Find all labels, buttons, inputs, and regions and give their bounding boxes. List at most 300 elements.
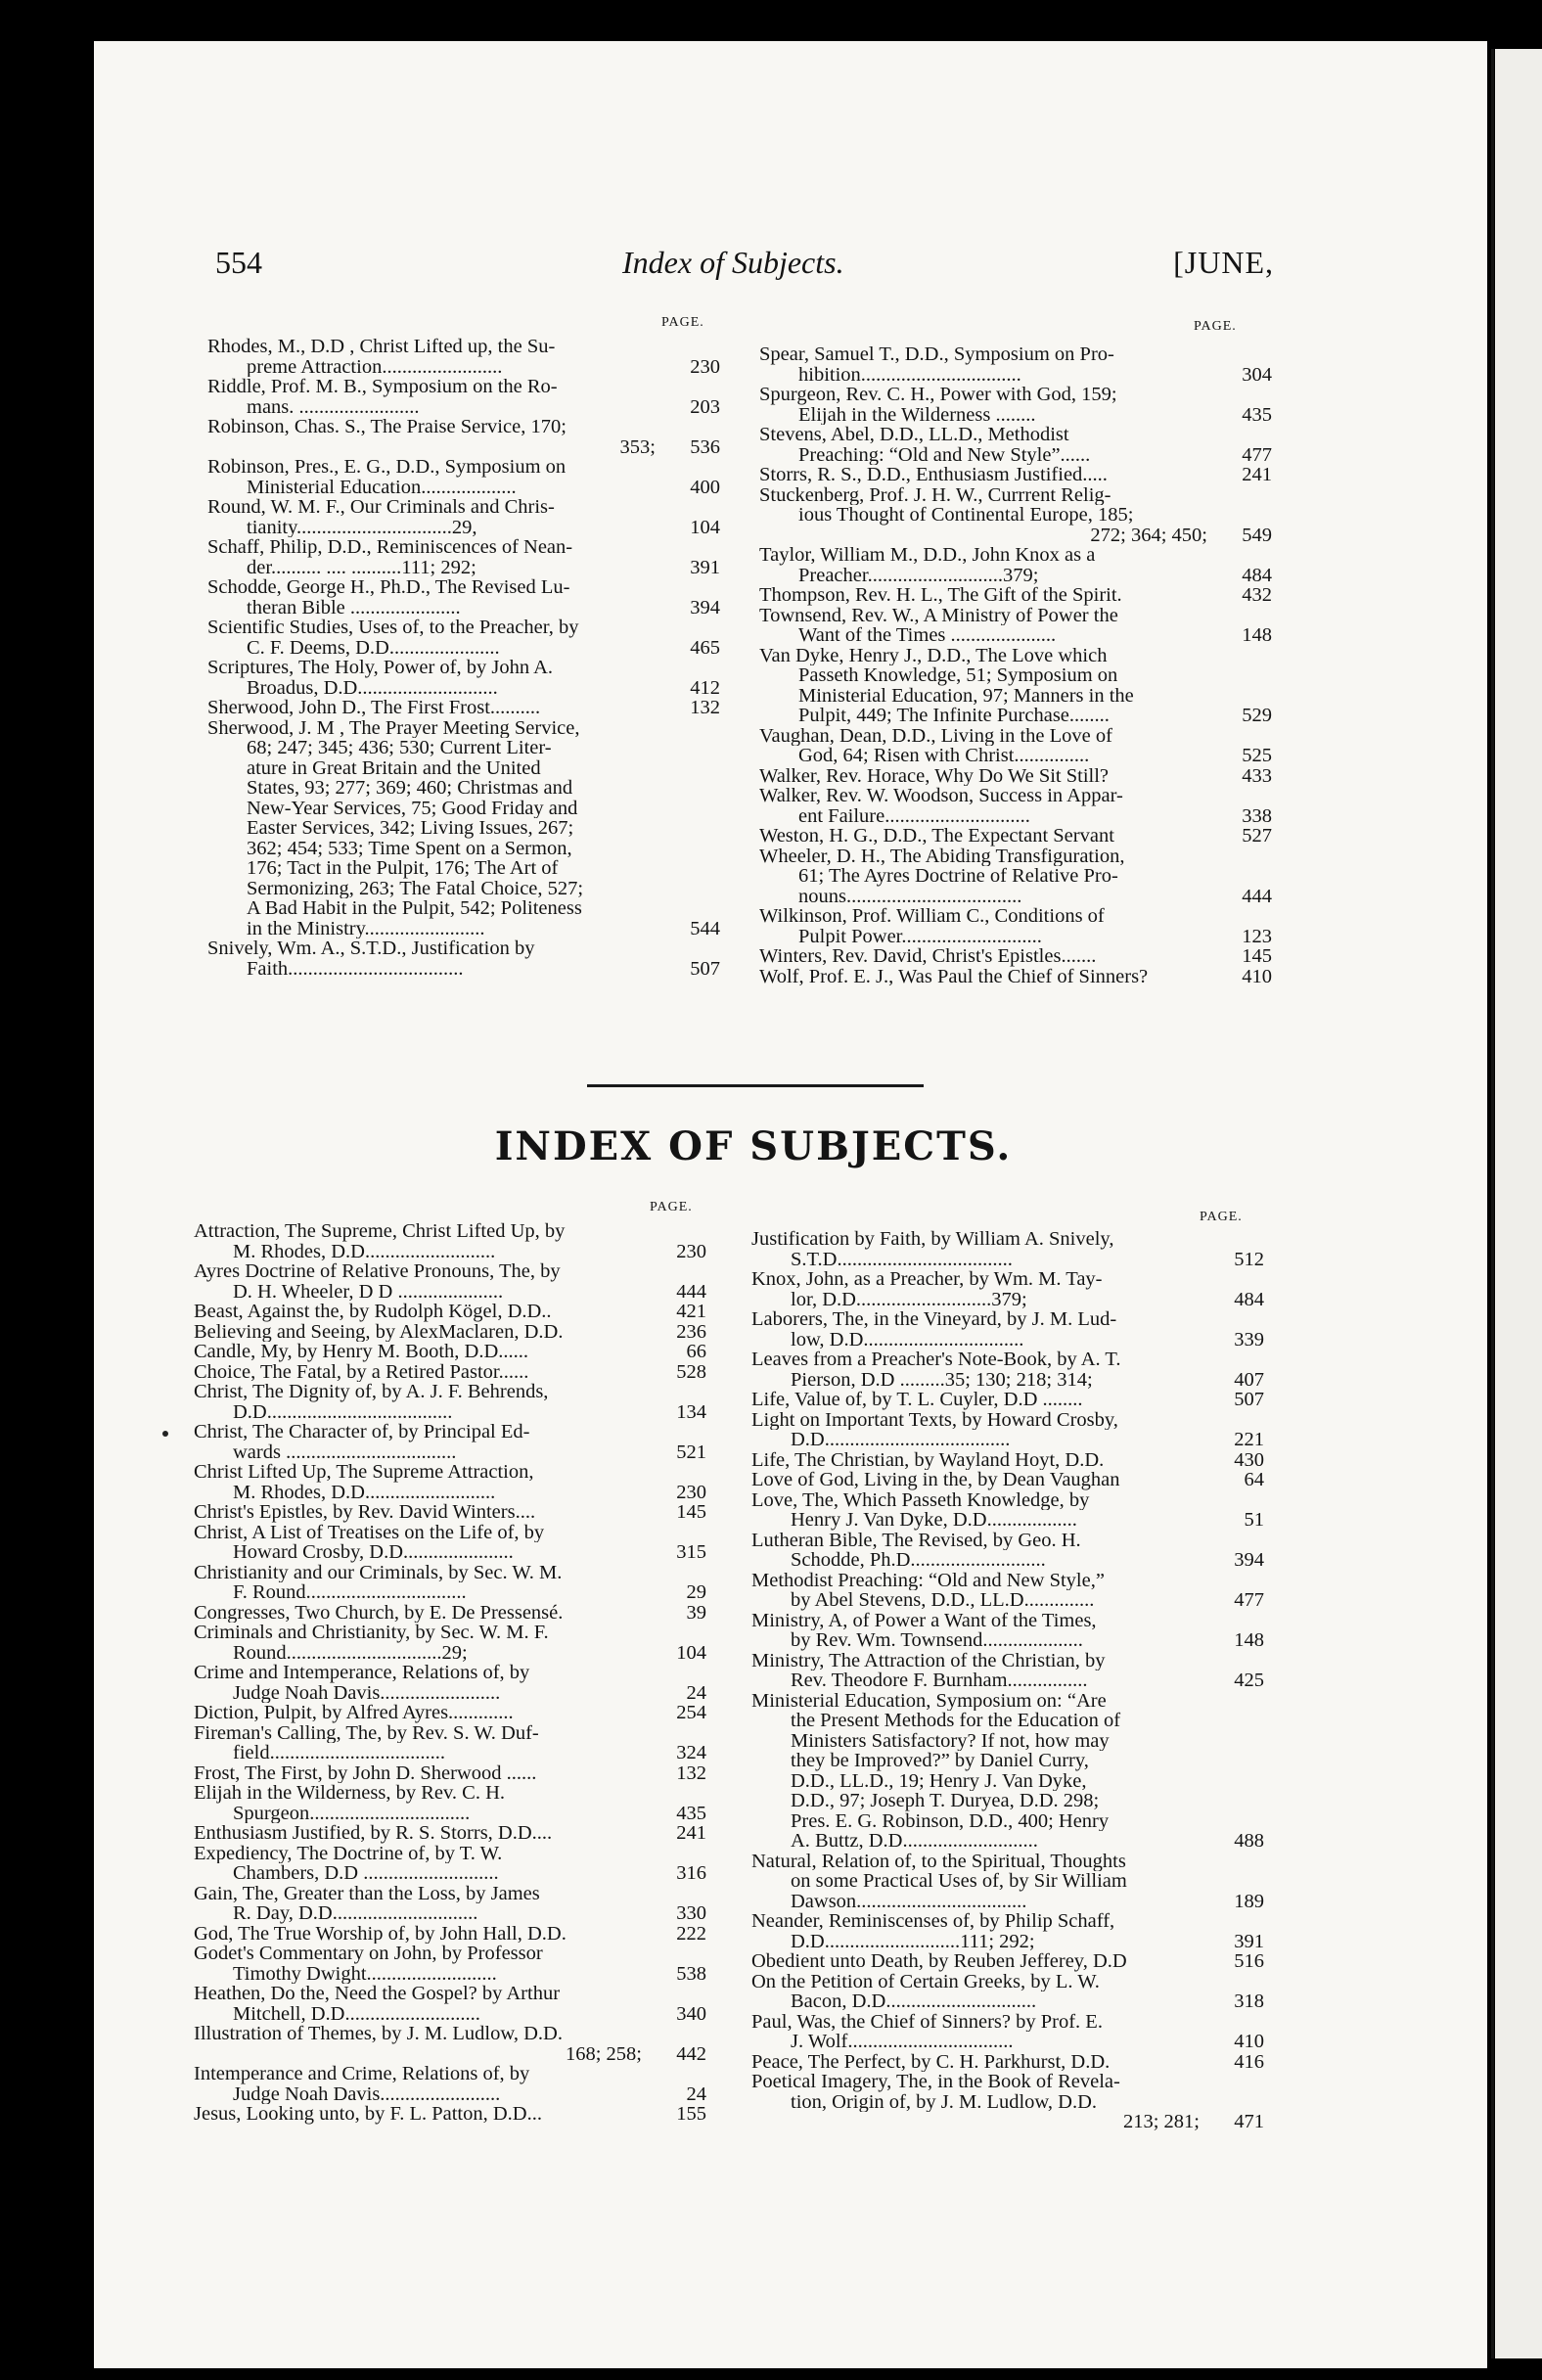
index-entry (194, 1462, 706, 1502)
entry-page-refs: 168; 258; (565, 2042, 642, 2065)
entry-text-line: Ministerial Education, 97; Manners in the (798, 685, 1134, 706)
entry-text-line: Ministry, A, of Power a Want of the Times, (751, 1610, 1097, 1630)
index-entry (194, 1844, 706, 1884)
entry-page-number: 484 (1234, 1288, 1264, 1310)
entry-text-line: R. Day, D.D............................. (233, 1903, 478, 1924)
entry-text-line: Godet's Commentary on John, by Professor (194, 1944, 543, 1964)
entry-page-number: 230 (676, 1240, 706, 1262)
index-entry (194, 1261, 706, 1302)
index-entry (759, 425, 1272, 465)
entry-text-line: ent Failure............................. (798, 805, 1030, 826)
entry-page-number: 471 (1234, 2111, 1264, 2132)
entry-text-line: ature in Great Britain and the United (247, 757, 541, 778)
entry-text-line: Wolf, Prof. E. J., Was Paul the Chief of Sinners? (759, 966, 1149, 986)
entry-text-line: Neander, Reminiscenses of, by Philip Schaff, (751, 1911, 1115, 1932)
entry-page-number: 412 (690, 676, 720, 699)
index-entry (194, 1322, 706, 1343)
entry-page-number: 410 (1234, 2031, 1264, 2052)
index-entry (751, 2012, 1264, 2052)
entry-text-line: Ministerial Education, Symposium on: “Are (751, 1690, 1107, 1711)
entry-page-number: 64 (1244, 1469, 1264, 1490)
entry-page-number: 391 (690, 556, 720, 578)
entry-text-line: Taylor, William M., D.D., John Knox as a (759, 545, 1096, 566)
entry-text-line: States, 93; 277; 369; 460; Christmas and (247, 778, 573, 799)
entry-text-line: preme Attraction........................ (247, 356, 503, 377)
entry-page-number: 477 (1234, 1589, 1264, 1611)
entry-text-line: low, D.D................................ (791, 1329, 1024, 1350)
entry-text-line: Want of the Times ..................... (798, 625, 1057, 646)
entry-text-line: Rev. Theodore F. Burnham................ (791, 1671, 1088, 1691)
entry-text-line: Elijah in the Wilderness ........ (798, 404, 1036, 425)
entry-text-line: Vaughan, Dean, D.D., Living in the Love of (759, 725, 1112, 746)
entry-text-line: Riddle, Prof. M. B., Symposium on the Ro- (207, 377, 558, 397)
entry-text-line: A. Buttz, D.D........................... (791, 1831, 1038, 1852)
entry-text-line: Timothy Dwight.......................... (233, 1963, 497, 1984)
entry-text-line: On the Petition of Certain Greeks, by L. W. (751, 1971, 1100, 1991)
entry-page-number: 442 (676, 2042, 706, 2065)
entry-page-number: 230 (690, 355, 720, 378)
index-entry (759, 906, 1272, 946)
index-entry (194, 1783, 706, 1823)
entry-page-number: 123 (1242, 925, 1272, 947)
entry-text-line: Fireman's Calling, The, by Rev. S. W. Duf- (194, 1722, 539, 1743)
entry-text-line: Ayres Doctrine of Relative Pronouns, The, by (194, 1261, 561, 1282)
entry-text-line: A Bad Habit in the Pulpit, 542; Politeness (247, 898, 582, 919)
entry-text-line: Expediency, The Doctrine of, by T. W. (194, 1843, 503, 1863)
page-column-label: PAGE. (1194, 319, 1237, 334)
entry-text-line: Candle, My, by Henry M. Booth, D.D...... (194, 1342, 529, 1362)
index-entry (751, 1309, 1264, 1350)
entry-text-line: M. Rhodes, D.D.......................... (233, 1241, 496, 1261)
entry-text-line: D. H. Wheeler, D D ..................... (233, 1281, 504, 1302)
entry-text-line: Mitchell, D.D........................... (233, 2003, 480, 2024)
entry-page-number: 236 (676, 1320, 706, 1343)
entry-text-line: God, The True Worship of, by John Hall, D.D. (194, 1923, 567, 1944)
entry-text-line: Wilkinson, Prof. William C., Conditions of (759, 906, 1105, 927)
entry-page-number: 430 (1234, 1448, 1264, 1471)
index-entry (751, 1531, 1264, 1571)
entry-text-line: 68; 247; 345; 436; 530; Current Liter- (247, 738, 552, 758)
entry-text-line: wards .................................. (233, 1442, 457, 1462)
entry-text-line: Pulpit Power............................ (798, 926, 1042, 946)
entry-text-line: Schodde, Ph.D........................... (791, 1550, 1046, 1571)
index-entry (194, 1924, 706, 1945)
index-entry (194, 1422, 706, 1462)
index-entry (194, 1302, 706, 1322)
index-entry (194, 1382, 706, 1422)
entry-text-line: Congresses, Two Church, by E. De Pressensé. (194, 1602, 564, 1623)
entry-page-number: 24 (686, 1681, 706, 1704)
section-title: INDEX OF SUBJECTS. (494, 1123, 1013, 1169)
entry-page-number: 400 (690, 476, 720, 498)
entry-text-line: Enthusiasm Justified, by R. S. Storrs, D.D.... (194, 1823, 553, 1844)
entry-text-line: Wheeler, D. H., The Abiding Transfiguration, (759, 846, 1125, 866)
entry-text-line: the Present Methods for the Education of (791, 1711, 1121, 1731)
index-entry (207, 497, 720, 537)
index-entry (759, 946, 1272, 967)
index-entry (194, 1723, 706, 1763)
entry-text-line: Poetical Imagery, The, in the Book of Revela- (751, 2072, 1120, 2092)
entry-text-line: New-Year Services, 75; Good Friday and (247, 798, 578, 818)
entry-text-line: Easter Services, 342; Living Issues, 267; (247, 818, 574, 839)
entry-text-line: Illustration of Themes, by J. M. Ludlow, D.D. (194, 2024, 563, 2044)
entry-page-number: 484 (1242, 564, 1272, 586)
index-entry (194, 1944, 706, 1984)
entry-text-line: Criminals and Christianity, by Sec. W. M. F. (194, 1623, 549, 1643)
entry-page-number: 316 (676, 1862, 706, 1884)
running-title: Index of Subjects. (622, 245, 844, 280)
entry-text-line: Love, The, Which Passeth Knowledge, by (751, 1489, 1090, 1510)
entry-page-number: 189 (1234, 1890, 1264, 1912)
index-entry (207, 658, 720, 698)
entry-text-line: lor, D.D...........................379; (791, 1289, 1027, 1309)
index-entry (759, 726, 1272, 766)
entry-text-line: Beast, Against the, by Rudolph Kögel, D.D.. (194, 1302, 552, 1322)
index-entry (194, 1823, 706, 1844)
entry-text-line: Sermonizing, 263; The Fatal Choice, 527; (247, 878, 584, 898)
entry-text-line: Preaching: “Old and New Style”...... (798, 444, 1091, 465)
entry-text-line: Intemperance and Crime, Relations of, by (194, 2064, 530, 2084)
index-entry (194, 1362, 706, 1383)
entry-page-number: 148 (1242, 624, 1272, 646)
index-entry (751, 1350, 1264, 1390)
entry-text-line: they be Improved?” by Daniel Curry, (791, 1751, 1089, 1771)
entry-text-line: Preacher...........................379; (798, 565, 1039, 585)
entry-text-line: tianity...............................29, (247, 517, 477, 537)
entry-page-number: 394 (690, 596, 720, 618)
index-entry (751, 1269, 1264, 1309)
entry-text-line: Attraction, The Supreme, Christ Lifted Up, by (194, 1221, 566, 1242)
entry-text-line: Stevens, Abel, D.D., LL.D., Methodist (759, 425, 1069, 445)
index-entry (194, 1623, 706, 1663)
index-entry (759, 545, 1272, 585)
entry-text-line: ious Thought of Continental Europe, 185; (798, 505, 1134, 526)
entry-text-line: Pierson, D.D .........35; 130; 218; 314; (791, 1369, 1093, 1390)
entry-text-line: S.T.D................................... (791, 1249, 1013, 1269)
index-entry (759, 847, 1272, 907)
entry-page-number: 145 (1242, 945, 1272, 967)
index-entry (751, 1972, 1264, 2012)
index-entry (751, 1691, 1264, 1852)
index-entry (751, 1390, 1264, 1410)
entry-text-line: in the Ministry........................ (247, 918, 485, 938)
entry-text-line: D.D...........................111; 292; (791, 1931, 1035, 1951)
entry-text-line: 176; Tact in the Pulpit, 176; The Art of (247, 858, 559, 879)
index-entry (759, 786, 1272, 826)
index-entry (759, 485, 1272, 546)
entry-text-line: Weston, H. G., D.D., The Expectant Servant (759, 826, 1114, 847)
entry-page-number: 51 (1244, 1509, 1264, 1531)
index-entry (759, 606, 1272, 646)
index-entry (751, 1450, 1264, 1471)
entry-text-line: Scientific Studies, Uses of, to the Preacher, by (207, 618, 579, 638)
entry-text-line: Thompson, Rev. H. L., The Gift of the Spirit. (759, 585, 1122, 606)
index-entry (207, 417, 720, 457)
index-entry (194, 1984, 706, 2024)
entry-text-line: Believing and Seeing, by AlexMaclaren, D.D. (194, 1321, 564, 1342)
entry-page-number: 538 (676, 1962, 706, 1985)
entry-text-line: Christ, A List of Treatises on the Life of, by (194, 1522, 545, 1542)
entry-text-line: Crime and Intemperance, Relations of, by (194, 1663, 530, 1683)
entry-text-line: Spurgeon, Rev. C. H., Power with God, 159; (759, 385, 1117, 405)
entry-text-line: Paul, Was, the Chief of Sinners? by Prof. E. (751, 2011, 1103, 2032)
entry-page-number: 315 (676, 1541, 706, 1563)
entry-page-number: 407 (1234, 1368, 1264, 1391)
entry-text-line: Walker, Rev. Horace, Why Do We Sit Still? (759, 765, 1110, 786)
entry-page-number: 444 (676, 1280, 706, 1303)
entry-text-line: Round...............................29; (233, 1642, 468, 1663)
entry-text-line: Methodist Preaching: “Old and New Style,” (751, 1570, 1105, 1590)
index-entry (207, 577, 720, 618)
entry-text-line: Broadus, D.D............................ (247, 677, 498, 698)
entry-text-line: field................................... (233, 1743, 445, 1763)
entry-text-line: Obedient unto Death, by Reuben Jefferey, D.D (751, 1951, 1127, 1972)
entry-page-number: 536 (690, 435, 720, 458)
entry-page-number: 516 (1234, 1950, 1264, 1972)
subject-index-left-column (194, 1221, 706, 2125)
entry-text-line: Light on Important Texts, by Howard Crosby, (751, 1409, 1118, 1430)
index-entry (194, 1502, 706, 1523)
entry-page-number: 155 (676, 2103, 706, 2125)
entry-page-number: 435 (676, 1802, 706, 1824)
entry-page-number: 477 (1242, 443, 1272, 466)
entry-text-line: Christ, The Dignity of, by A. J. F. Behrends, (194, 1382, 549, 1402)
entry-page-number: 241 (676, 1822, 706, 1844)
entry-text-line: nouns................................... (798, 886, 1022, 906)
index-entry (194, 1563, 706, 1603)
entry-text-line: D.D..................................... (233, 1401, 453, 1422)
entry-text-line: Rhodes, M., D.D , Christ Lifted up, the Su- (207, 337, 556, 357)
entry-text-line: Round, W. M. F., Our Criminals and Chris- (207, 497, 555, 518)
index-entry (751, 2072, 1264, 2132)
entry-text-line: Schaff, Philip, D.D., Reminiscences of Nean- (207, 537, 573, 558)
entry-text-line: hibition................................ (798, 364, 1021, 385)
entry-text-line: M. Rhodes, D.D.......................... (233, 1482, 496, 1502)
entry-text-line: F. Round................................ (233, 1582, 467, 1603)
page-column-label: PAGE. (661, 315, 704, 330)
index-entry (194, 2024, 706, 2064)
entry-text-line: Faith................................... (247, 958, 464, 979)
entry-text-line: J. Wolf................................. (791, 2032, 1014, 2052)
entry-page-number: 222 (676, 1922, 706, 1945)
entry-page-number: 24 (686, 2082, 706, 2105)
entry-text-line: D.D., LL.D., 19; Henry J. Van Dyke, (791, 1770, 1087, 1791)
entry-page-number: 230 (676, 1481, 706, 1503)
entry-text-line: Frost, The First, by John D. Sherwood ...... (194, 1762, 537, 1783)
entry-page-number: 435 (1242, 403, 1272, 426)
entry-page-number: 416 (1234, 2050, 1264, 2073)
entry-page-number: 221 (1234, 1429, 1264, 1450)
entry-page-number: 527 (1242, 825, 1272, 847)
index-entry (207, 377, 720, 417)
entry-text-line: Storrs, R. S., D.D., Enthusiasm Justified..... (759, 465, 1108, 485)
entry-page-number: 549 (1242, 524, 1272, 546)
entry-page-number: 134 (676, 1400, 706, 1423)
page-number: 554 (215, 245, 262, 280)
index-entry (194, 2064, 706, 2104)
entry-text-line: Justification by Faith, by William A. Snively, (751, 1229, 1114, 1250)
entry-page-number: 521 (676, 1441, 706, 1463)
entry-text-line: mans. ........................ (247, 396, 420, 417)
entry-text-line: Love of God, Living in the, by Dean Vaughan (751, 1470, 1120, 1490)
index-entry (207, 618, 720, 658)
entry-text-line: Robinson, Chas. S., The Praise Service, 170; (207, 417, 567, 437)
book-gutter-line (1491, 49, 1494, 2358)
entry-page-number: 145 (676, 1501, 706, 1523)
entry-text-line: 61; The Ayres Doctrine of Relative Pro- (798, 866, 1118, 887)
index-entry (194, 1763, 706, 1784)
entry-page-number: 304 (1242, 363, 1272, 386)
entry-text-line: Christianity and our Criminals, by Sec. W. M. (194, 1562, 563, 1582)
entry-text-line: Ministry, The Attraction of the Christian, by (751, 1650, 1106, 1671)
entry-text-line: tion, Origin of, by J. M. Ludlow, D.D. (791, 2091, 1097, 2112)
entry-text-line: Dawson.................................. (791, 1891, 1027, 1911)
entry-text-line: Townsend, Rev. W., A Ministry of Power the (759, 605, 1118, 625)
entry-text-line: Life, The Christian, by Wayland Hoyt, D.D. (751, 1449, 1105, 1470)
entry-text-line: by Rev. Wm. Townsend.................... (791, 1630, 1083, 1651)
index-entry (751, 1571, 1264, 1611)
entry-page-number: 39 (686, 1601, 706, 1624)
entry-page-number: 330 (676, 1902, 706, 1924)
index-entry (194, 1221, 706, 1261)
entry-text-line: Heathen, Do the, Need the Gospel? by Arthur (194, 1984, 561, 2004)
index-entry (759, 826, 1272, 847)
index-entry (759, 585, 1272, 606)
entry-text-line: D.D., 97; Joseph T. Duryea, D.D. 298; (791, 1791, 1100, 1811)
entry-text-line: Walker, Rev. W. Woodson, Success in Appar- (759, 786, 1123, 806)
entry-text-line: Robinson, Pres., E. G., D.D., Symposium on (207, 457, 567, 478)
entry-page-number: 432 (1242, 584, 1272, 606)
entry-text-line: C. F. Deems, D.D...................... (247, 637, 500, 658)
entry-text-line: Peace, The Perfect, by C. H. Parkhurst, D.D. (751, 2051, 1111, 2072)
index-entry (194, 1663, 706, 1703)
entry-text-line: Passeth Knowledge, 51; Symposium on (798, 665, 1118, 686)
entry-page-number: 254 (676, 1702, 706, 1723)
entry-text-line: Snively, Wm. A., S.T.D., Justification by (207, 938, 535, 959)
index-entry (759, 465, 1272, 485)
entry-text-line: Pulpit, 449; The Infinite Purchase........ (798, 706, 1110, 726)
entry-page-number: 29 (686, 1581, 706, 1603)
entry-page-number: 525 (1242, 745, 1272, 766)
entry-text-line: Chambers, D.D ........................... (233, 1863, 499, 1884)
entry-page-number: 544 (690, 917, 720, 939)
subject-index-right-column (751, 1229, 1264, 2132)
entry-text-line: D.D..................................... (791, 1430, 1011, 1450)
entry-text-line: Sherwood, J. M , The Prayer Meeting Service, (207, 717, 580, 738)
index-entry (207, 698, 720, 718)
index-entry (207, 337, 720, 377)
entry-text-line: Gain, The, Greater than the Loss, by James (194, 1883, 540, 1903)
index-entry (759, 344, 1272, 385)
printer-mark (162, 1431, 168, 1437)
entry-page-number: 444 (1242, 885, 1272, 907)
month-label: [JUNE, (1173, 245, 1274, 280)
page-column-label: PAGE. (650, 1200, 693, 1214)
index-entry (751, 1611, 1264, 1651)
index-entry (207, 938, 720, 979)
entry-page-number: 104 (676, 1641, 706, 1664)
index-entry (751, 1951, 1264, 1972)
entry-text-line: Winters, Rev. David, Christ's Epistles....... (759, 946, 1097, 967)
entry-text-line: Lutheran Bible, The Revised, by Geo. H. (751, 1530, 1081, 1550)
index-entry (751, 1490, 1264, 1531)
entry-text-line: Judge Noah Davis........................ (233, 2083, 501, 2104)
entry-page-number: 394 (1234, 1549, 1264, 1571)
index-entry (207, 537, 720, 577)
entry-page-number: 318 (1234, 1991, 1264, 2012)
entry-page-number: 433 (1242, 764, 1272, 787)
entry-page-number: 421 (676, 1301, 706, 1322)
index-entry (207, 457, 720, 497)
entry-text-line: Van Dyke, Henry J., D.D., The Love which (759, 645, 1108, 665)
entry-text-line: Sherwood, John D., The First Frost.......... (207, 698, 541, 718)
index-entry (759, 385, 1272, 425)
entry-text-line: Knox, John, as a Preacher, by Wm. M. Tay- (751, 1269, 1103, 1290)
entry-text-line: Scriptures, The Holy, Power of, by John A. (207, 658, 554, 678)
entry-page-number: 66 (686, 1341, 706, 1362)
index-entry (194, 1884, 706, 1924)
entry-text-line: Bacon, D.D.............................. (791, 1991, 1037, 2012)
entry-text-line: theran Bible ...................... (247, 597, 461, 618)
entry-page-number: 338 (1242, 804, 1272, 827)
entry-page-refs: 353; (619, 435, 656, 458)
index-entry (759, 967, 1272, 987)
entry-text-line: Leaves from a Preacher's Note-Book, by A. T. (751, 1350, 1121, 1370)
entry-page-number: 529 (1242, 705, 1272, 726)
entry-page-number: 132 (676, 1762, 706, 1784)
entry-text-line: Pres. E. G. Robinson, D.D., 400; Henry (791, 1810, 1110, 1831)
entry-text-line: Henry J. Van Dyke, D.D.................. (791, 1510, 1077, 1531)
author-index-left-column (207, 337, 720, 979)
page-column-label: PAGE. (1200, 1210, 1243, 1224)
entry-text-line: Laborers, The, in the Vineyard, by J. M. Lud- (751, 1309, 1117, 1330)
entry-page-number: 507 (1234, 1389, 1264, 1410)
index-entry (751, 1229, 1264, 1269)
entry-text-line: Choice, The Fatal, by a Retired Pastor...... (194, 1361, 529, 1382)
entry-text-line: God, 64; Risen with Christ............... (798, 746, 1090, 766)
entry-page-number: 512 (1234, 1248, 1264, 1270)
entry-page-number: 203 (690, 395, 720, 418)
index-entry (207, 718, 720, 939)
entry-text-line: 362; 454; 533; Time Spent on a Sermon, (247, 838, 572, 858)
entry-page-number: 425 (1234, 1670, 1264, 1691)
entry-page-number: 148 (1234, 1629, 1264, 1651)
entry-text-line: Ministers Satisfactory? If not, how may (791, 1730, 1110, 1751)
index-entry (751, 1410, 1264, 1450)
index-entry (194, 1603, 706, 1624)
entry-text-line: Jesus, Looking unto, by F. L. Patton, D.D... (194, 2104, 542, 2125)
index-entry (751, 1651, 1264, 1691)
index-entry (194, 1703, 706, 1723)
entry-text-line: Ministerial Education................... (247, 477, 517, 497)
entry-page-number: 507 (690, 957, 720, 980)
facing-page-edge (1495, 49, 1542, 2358)
entry-page-number: 465 (690, 636, 720, 659)
entry-text-line: Stuckenberg, Prof. J. H. W., Currrent Relig- (759, 484, 1111, 505)
index-entry (751, 1470, 1264, 1490)
index-entry (194, 2104, 706, 2125)
entry-text-line: Spear, Samuel T., D.D., Symposium on Pro- (759, 344, 1114, 365)
entry-page-number: 339 (1234, 1328, 1264, 1350)
index-entry (751, 1852, 1264, 1912)
entry-text-line: Judge Noah Davis........................ (233, 1682, 501, 1703)
entry-text-line: Diction, Pulpit, by Alfred Ayres............. (194, 1703, 514, 1723)
index-entry (194, 1523, 706, 1563)
entry-text-line: Howard Crosby, D.D...................... (233, 1542, 514, 1563)
entry-text-line: by Abel Stevens, D.D., LL.D.............. (791, 1590, 1095, 1611)
entry-text-line: Natural, Relation of, to the Spiritual, Thoughts (751, 1851, 1126, 1871)
entry-page-number: 528 (676, 1360, 706, 1383)
